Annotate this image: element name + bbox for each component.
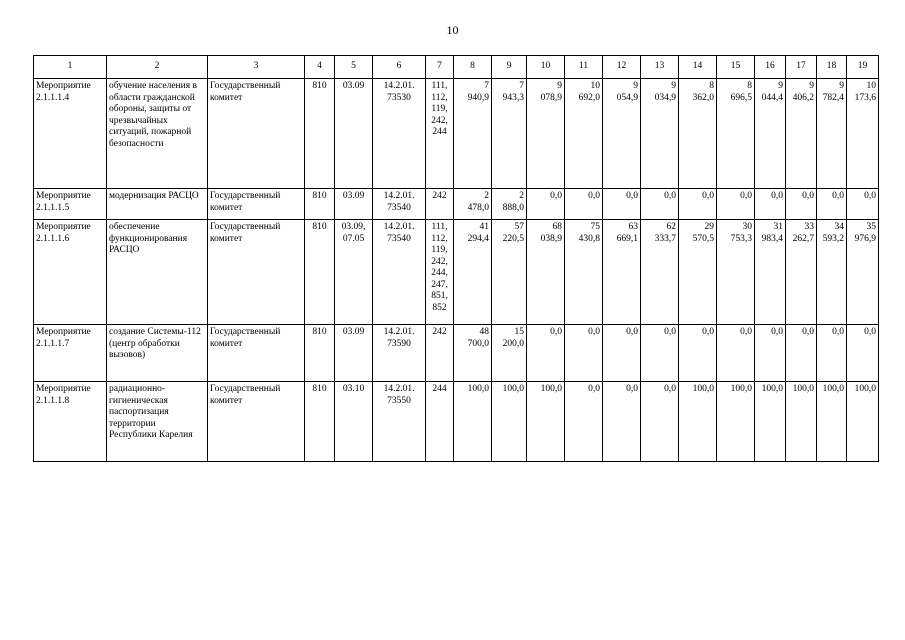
expense-type-cell: 242 — [426, 325, 454, 382]
amount-cell: 0,0 — [817, 325, 847, 382]
column-header: 10 — [527, 56, 565, 79]
amount-cell: 2 888,0 — [492, 189, 527, 220]
amount-cell: 57 220,5 — [492, 220, 527, 325]
column-header: 12 — [603, 56, 641, 79]
amount-cell: 10 692,0 — [565, 79, 603, 189]
page-number: 10 — [446, 23, 459, 37]
amount-cell: 29 570,5 — [679, 220, 717, 325]
measure-id-cell: Мероприятие 2.1.1.1.6 — [34, 220, 107, 325]
section-code-cell: 03.10 — [335, 382, 373, 462]
grbs-code-cell: 810 — [305, 325, 335, 382]
expense-type-cell: 244 — [426, 382, 454, 462]
amount-cell: 100,0 — [527, 382, 565, 462]
section-code-cell: 03.09, 07.05 — [335, 220, 373, 325]
amount-cell: 7 940,9 — [454, 79, 492, 189]
table-row — [34, 189, 879, 220]
amount-cell: 100,0 — [786, 382, 817, 462]
amount-cell: 0,0 — [717, 325, 755, 382]
amount-cell: 75 430,8 — [565, 220, 603, 325]
column-header: 7 — [426, 56, 454, 79]
target-article-cell: 14.2.01. 73530 — [373, 79, 426, 189]
executor-cell: Государственный комитет — [208, 382, 305, 462]
column-header: 14 — [679, 56, 717, 79]
measure-name-cell: радиационно-гигиеническая паспортизация территории Республики Карелия — [107, 382, 208, 462]
measure-id-cell: Мероприятие 2.1.1.1.4 — [34, 79, 107, 189]
amount-cell: 0,0 — [755, 189, 786, 220]
amount-cell: 0,0 — [641, 189, 679, 220]
amount-cell: 100,0 — [755, 382, 786, 462]
column-header: 11 — [565, 56, 603, 79]
amount-cell: 0,0 — [641, 382, 679, 462]
target-article-cell: 14.2.01. 73590 — [373, 325, 426, 382]
section-code-cell: 03.09 — [335, 79, 373, 189]
amount-cell: 100,0 — [679, 382, 717, 462]
header-row — [34, 56, 879, 79]
expense-type-cell: 111, 112, 119, 242, 244, 247, 851, 852 — [426, 220, 454, 325]
grbs-code-cell: 810 — [305, 382, 335, 462]
amount-cell: 8 362,0 — [679, 79, 717, 189]
amount-cell: 100,0 — [717, 382, 755, 462]
amount-cell: 0,0 — [527, 325, 565, 382]
expense-type-cell: 111, 112, 119, 242, 244 — [426, 79, 454, 189]
target-article-cell: 14.2.01. 73550 — [373, 382, 426, 462]
column-header: 2 — [107, 56, 208, 79]
measure-name-cell: модернизация РАСЦО — [107, 189, 208, 220]
amount-cell: 0,0 — [565, 189, 603, 220]
amount-cell: 0,0 — [817, 189, 847, 220]
amount-cell: 30 753,3 — [717, 220, 755, 325]
section-code-cell: 03.09 — [335, 189, 373, 220]
column-header: 8 — [454, 56, 492, 79]
column-header: 4 — [305, 56, 335, 79]
measure-name-cell: обеспечение функционирования РАСЦО — [107, 220, 208, 325]
amount-cell: 0,0 — [786, 325, 817, 382]
table-row — [34, 325, 879, 382]
amount-cell: 0,0 — [847, 325, 879, 382]
amount-cell: 0,0 — [641, 325, 679, 382]
amount-cell: 34 593,2 — [817, 220, 847, 325]
executor-cell: Государственный комитет — [208, 189, 305, 220]
amount-cell: 63 669,1 — [603, 220, 641, 325]
amount-cell: 9 782,4 — [817, 79, 847, 189]
grbs-code-cell: 810 — [305, 220, 335, 325]
executor-cell: Государственный комитет — [208, 79, 305, 189]
amount-cell: 0,0 — [565, 325, 603, 382]
amount-cell: 0,0 — [717, 189, 755, 220]
amount-cell: 48 700,0 — [454, 325, 492, 382]
target-article-cell: 14.2.01. 73540 — [373, 189, 426, 220]
measure-name-cell: создание Системы-112 (центр обработки вызовов) — [107, 325, 208, 382]
expense-type-cell: 242 — [426, 189, 454, 220]
amount-cell: 0,0 — [755, 325, 786, 382]
grbs-code-cell: 810 — [305, 189, 335, 220]
amount-cell: 0,0 — [603, 382, 641, 462]
amount-cell: 15 200,0 — [492, 325, 527, 382]
amount-cell: 0,0 — [679, 325, 717, 382]
table-row — [34, 220, 879, 325]
measure-id-cell: Мероприятие 2.1.1.1.5 — [34, 189, 107, 220]
amount-cell: 0,0 — [603, 325, 641, 382]
column-header: 13 — [641, 56, 679, 79]
column-header: 18 — [817, 56, 847, 79]
column-header: 5 — [335, 56, 373, 79]
amount-cell: 9 034,9 — [641, 79, 679, 189]
table-row — [34, 79, 879, 189]
measure-id-cell: Мероприятие 2.1.1.1.8 — [34, 382, 107, 462]
measure-id-cell: Мероприятие 2.1.1.1.7 — [34, 325, 107, 382]
column-header: 1 — [34, 56, 107, 79]
amount-cell: 41 294,4 — [454, 220, 492, 325]
amount-cell: 0,0 — [847, 189, 879, 220]
amount-cell: 0,0 — [603, 189, 641, 220]
amount-cell: 100,0 — [454, 382, 492, 462]
amount-cell: 33 262,7 — [786, 220, 817, 325]
executor-cell: Государственный комитет — [208, 325, 305, 382]
column-header: 15 — [717, 56, 755, 79]
amount-cell: 0,0 — [786, 189, 817, 220]
table-row — [34, 382, 879, 462]
amount-cell: 100,0 — [492, 382, 527, 462]
amount-cell: 68 038,9 — [527, 220, 565, 325]
column-header: 19 — [847, 56, 879, 79]
target-article-cell: 14.2.01. 73540 — [373, 220, 426, 325]
amount-cell: 100,0 — [817, 382, 847, 462]
amount-cell: 9 044,4 — [755, 79, 786, 189]
amount-cell: 31 983,4 — [755, 220, 786, 325]
grbs-code-cell: 810 — [305, 79, 335, 189]
amount-cell: 9 406,2 — [786, 79, 817, 189]
amount-cell: 0,0 — [679, 189, 717, 220]
column-header: 9 — [492, 56, 527, 79]
amount-cell: 9 054,9 — [603, 79, 641, 189]
amount-cell: 2 478,0 — [454, 189, 492, 220]
column-header: 3 — [208, 56, 305, 79]
amount-cell: 62 333,7 — [641, 220, 679, 325]
column-header: 16 — [755, 56, 786, 79]
amount-cell: 10 173,6 — [847, 79, 879, 189]
amount-cell: 0,0 — [565, 382, 603, 462]
amount-cell: 0,0 — [527, 189, 565, 220]
amount-cell: 7 943,3 — [492, 79, 527, 189]
column-header: 6 — [373, 56, 426, 79]
amount-cell: 8 696,5 — [717, 79, 755, 189]
measure-name-cell: обучение населения в области гражданской обороны, защиты от чрезвычайных ситуаций, пожарной безопасности — [107, 79, 208, 189]
amount-cell: 100,0 — [847, 382, 879, 462]
amount-cell: 9 078,9 — [527, 79, 565, 189]
amount-cell: 35 976,9 — [847, 220, 879, 325]
budget-table — [33, 55, 879, 462]
column-header: 17 — [786, 56, 817, 79]
section-code-cell: 03.09 — [335, 325, 373, 382]
executor-cell: Государственный комитет — [208, 220, 305, 325]
